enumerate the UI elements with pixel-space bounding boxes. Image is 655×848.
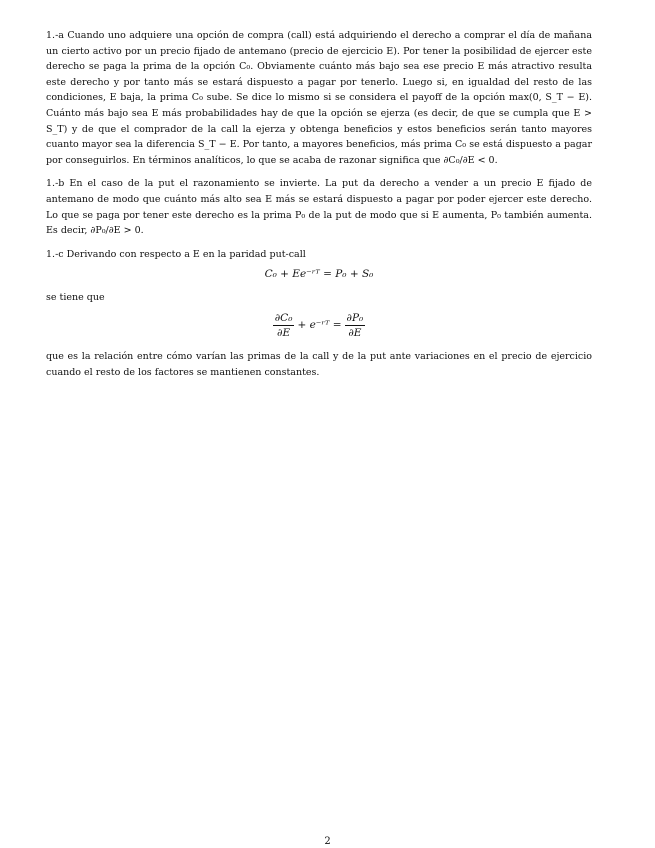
equation-1-text: C₀ + Ee⁻ʳᵀ = P₀ + S₀ [264,268,374,281]
fraction-numerator-c0: ∂C₀ [274,311,293,324]
equation-derivative [46,312,592,339]
page-number: 2 [324,836,331,847]
fraction-denominator-e-2: ∂E [348,326,362,339]
paragraph-1b: 1.-b En el caso de la put el razonamiento se invierte. La put da derecho a vender a un precio E fijado de antemano de modo que cuánto más alto sea E más se estará dispuesto a pagar por poder ejercer este derecho. Lo que se paga por tener este derecho es la prima P₀ de la put de modo que si E aumenta, P₀ también aumenta. Es decir, ∂P₀/∂E > 0. [46,178,592,237]
paragraph-1c: 1.-c Derivando con respecto a E en la paridad put-call [46,248,306,260]
equation-middle-term: + e⁻ʳᵀ = [297,319,342,332]
equation-put-call-parity [46,268,592,280]
document-body [46,28,592,380]
paragraph-se-tiene-que: se tiene que [46,292,105,304]
fraction-dC0-dE [273,312,295,339]
fraction-dP0-dE [345,312,366,339]
fraction-numerator-p0: ∂P₀ [346,311,364,324]
fraction-denominator-e: ∂E [277,326,291,339]
paragraph-1a: 1.-a Cuando uno adquiere una opción de compra (call) está adquiriendo el derecho a comprar el día de mañana un cierto activo por un precio fijado de antemano (precio de ejercicio E). Por tener la posibilidad de ejercer este derecho se paga la prima de la opción C₀. Obviamente cuánto más bajo sea ese precio E más atractivo resulta este derecho y por tanto más se estará dispuesto a pagar por tenerlo. Luego si, en igualdad del resto de las condiciones, E baja, la prima C₀ sube. Se dice lo mismo si se considera el payoff de la opción max(0, S_T − E). Cuánto más bajo sea E más probabilidades hay de que la opción se ejerza (es decir, de que se cumpla que E > S_T) y de que el comprador de la call la ejerza y obtenga beneficios y estos beneficios serán tanto mayores cuanto mayor sea la diferencia S_T − E. Por tanto, a mayores beneficios, más prima C₀ se está dispuesto a pagar por conseguirlos. En términos analíticos, lo que se acaba de razonar significa que ∂C₀/∂E < 0. [46,30,592,166]
paragraph-conclusion: que es la relación entre cómo varían las primas de la call y de la put ante variaciones en el precio de ejercicio cuando el resto de los factores se mantienen constantes. [46,350,592,378]
